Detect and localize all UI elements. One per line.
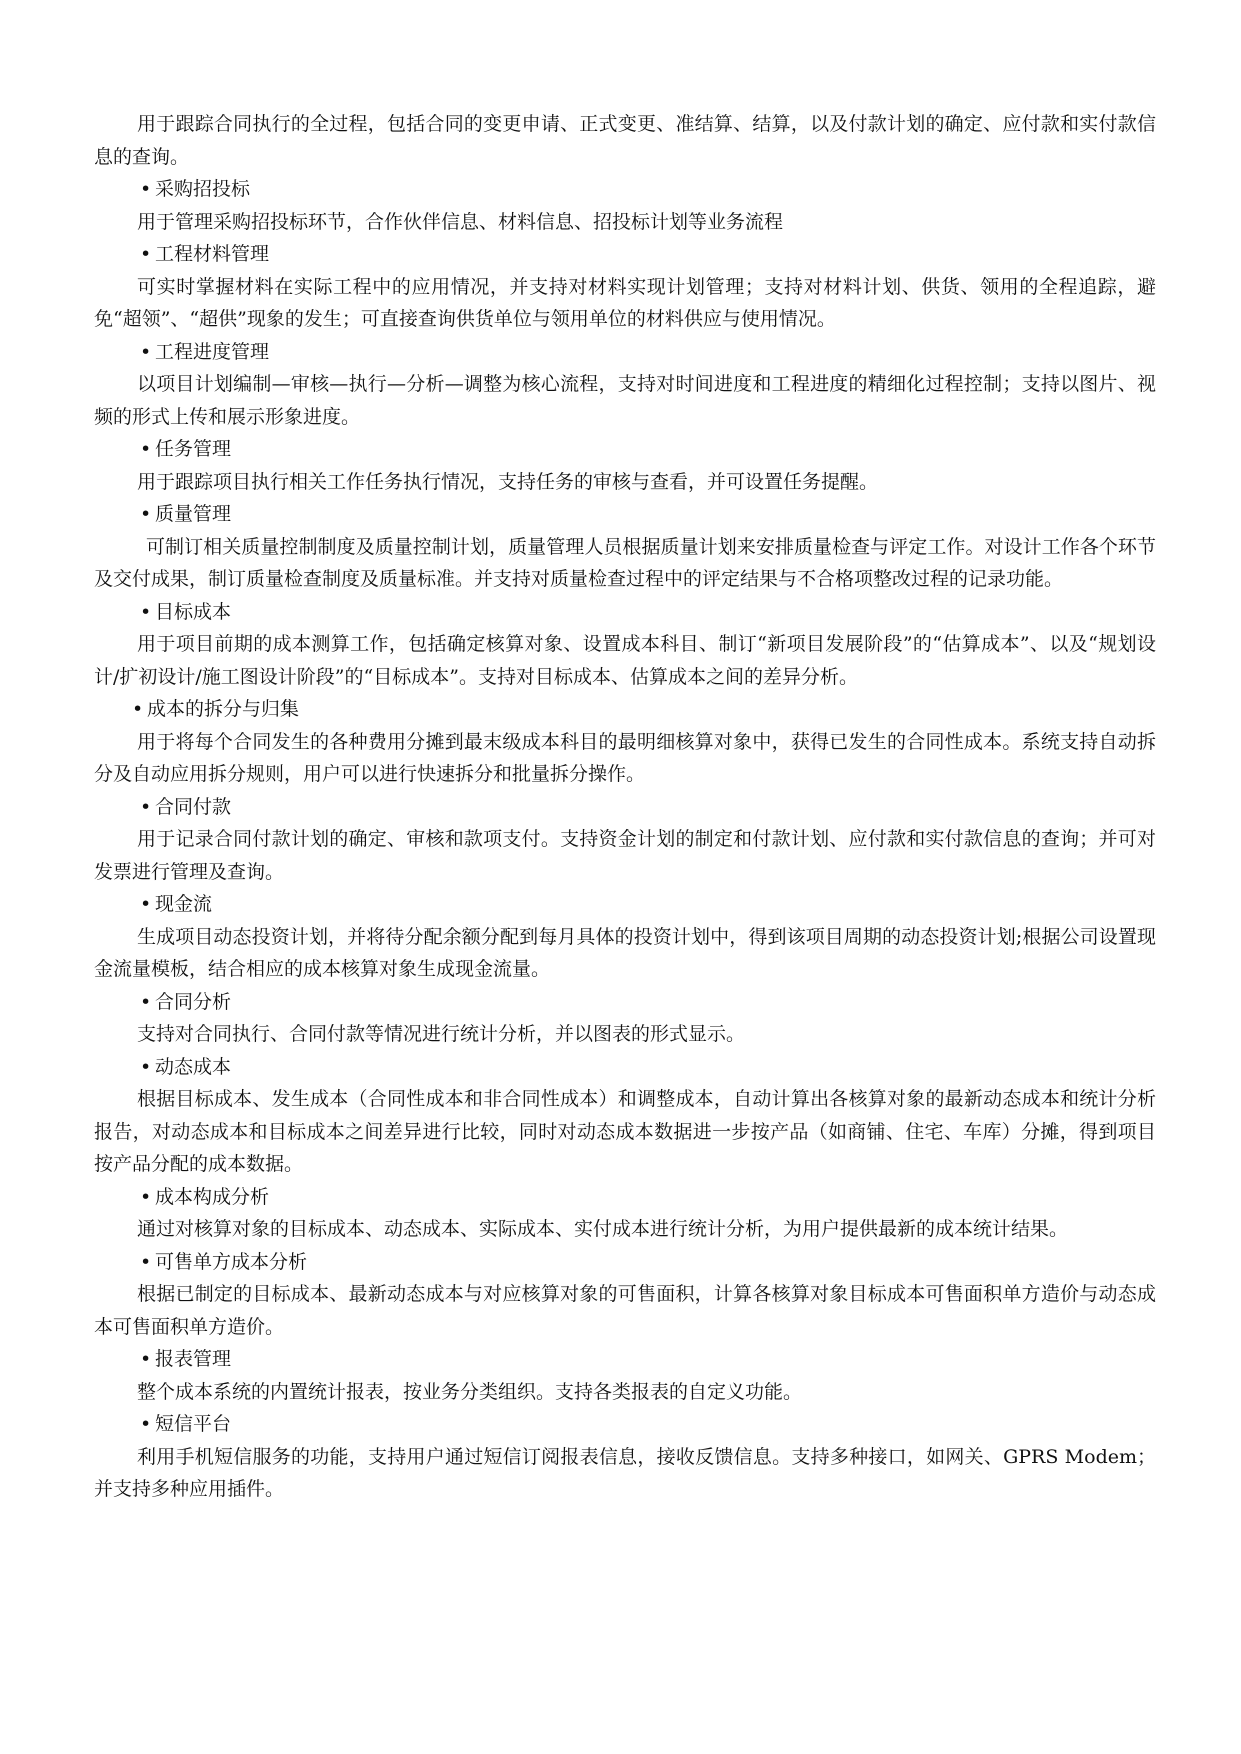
- bullet-icon: •: [140, 1185, 152, 1208]
- section-heading-text: 动态成本: [155, 1055, 232, 1078]
- section-heading: [94, 596, 1156, 629]
- body-paragraph: 用于项目前期的成本测算工作，包括确定核算对象、设置成本科目、制订“新项目发展阶段”的“估算成本”、以及“规划设计/扩初设计/施工图设计阶段”的“目标成本”。支持对目标成本、估算成本之间的差异分析。: [94, 633, 1156, 688]
- section-heading-text: 目标成本: [155, 600, 232, 623]
- bullet-icon: •: [140, 795, 152, 818]
- body-paragraph: 以项目计划编制—审核—执行—分析—调整为核心流程，支持对时间进度和工程进度的精细化过程控制；支持以图片、视频的形式上传和展示形象进度。: [94, 373, 1156, 428]
- section-heading: [94, 1408, 1156, 1441]
- bullet-icon: •: [140, 178, 152, 200]
- body-paragraph: 通过对核算对象的目标成本、动态成本、实际成本、实付成本进行统计分析，为用户提供最新的成本统计结果。: [137, 1218, 1069, 1240]
- document-body: [94, 108, 1156, 1506]
- body-paragraph: 用于跟踪项目执行相关工作任务执行情况，支持任务的审核与查看，并可设置任务提醒。: [137, 470, 879, 493]
- body-paragraph: 用于记录合同付款计划的确定、审核和款项支付。支持资金计划的制定和付款计划、应付款和实付款信息的查询；并可对发票进行管理及查询。: [94, 828, 1156, 883]
- section-heading: [94, 238, 1156, 271]
- section-heading-text: 可售单方成本分析: [155, 1250, 308, 1273]
- bullet-icon: •: [140, 1055, 152, 1078]
- section-heading: [94, 336, 1156, 369]
- bullet-icon: •: [140, 990, 152, 1013]
- body-paragraph: 可制订相关质量控制制度及质量控制计划，质量管理人员根据质量计划来安排质量检查与评定工作。对设计工作各个环节及交付成果，制订质量检查制度及质量标准。并支持对质量检查过程中的评定结果与不合格项整改过程的记录功能。: [94, 535, 1156, 590]
- body-paragraph: 根据目标成本、发生成本（合同性成本和非合同性成本）和调整成本，自动计算出各核算对象的最新动态成本和统计分析报告，对动态成本和目标成本之间差异进行比较，同时对动态成本数据进一步按产品（如商铺、住宅、车库）分摊，得到项目按产品分配的成本数据。: [94, 1088, 1156, 1175]
- bullet-icon: •: [140, 438, 152, 460]
- section-heading-text: 质量管理: [155, 503, 232, 525]
- section-heading-text: 工程材料管理: [155, 243, 270, 265]
- section-heading: [94, 433, 1156, 466]
- section-heading: [94, 173, 1156, 206]
- body-paragraph: 利用手机短信服务的功能，支持用户通过短信订阅报表信息，接收反馈信息。支持多种接口，如网关、GPRS Modem；并支持多种应用插件。: [94, 1445, 1156, 1500]
- bullet-icon: •: [132, 698, 144, 720]
- section-heading-text: 报表管理: [155, 1348, 232, 1370]
- section-heading: [94, 1181, 1156, 1214]
- section-heading-text: 成本的拆分与归集: [147, 698, 300, 720]
- bullet-icon: •: [140, 600, 152, 623]
- section-heading: [94, 1051, 1156, 1084]
- section-heading: [94, 498, 1156, 531]
- bullet-icon: •: [140, 503, 152, 525]
- section-heading: [94, 1343, 1156, 1376]
- section-heading-text: 任务管理: [155, 438, 232, 460]
- body-paragraph: 用于跟踪合同执行的全过程，包括合同的变更申请、正式变更、准结算、结算，以及付款计划的确定、应付款和实付款信息的查询。: [94, 113, 1156, 168]
- bullet-icon: •: [140, 340, 152, 363]
- section-heading-text: 工程进度管理: [155, 340, 270, 363]
- section-heading: [94, 986, 1156, 1019]
- body-paragraph: 用于管理采购招投标环节，合作伙伴信息、材料信息、招投标计划等业务流程: [137, 210, 784, 233]
- section-heading: [94, 1246, 1156, 1279]
- section-heading-text: 成本构成分析: [155, 1185, 270, 1208]
- body-paragraph: 整个成本系统的内置统计报表，按业务分类组织。支持各类报表的自定义功能。: [137, 1380, 803, 1403]
- section-heading-text: 合同付款: [155, 795, 232, 818]
- section-heading-text: 短信平台: [155, 1413, 232, 1435]
- section-heading-text: 合同分析: [155, 990, 232, 1013]
- section-heading-text: 现金流: [155, 893, 213, 915]
- body-paragraph: 可实时掌握材料在实际工程中的应用情况，并支持对材料实现计划管理；支持对材料计划、供货、领用的全程追踪，避免“超领”、“超供”现象的发生；可直接查询供货单位与领用单位的材料供应与使用情况。: [94, 275, 1156, 330]
- body-paragraph: 支持对合同执行、合同付款等情况进行统计分析，并以图表的形式显示。: [137, 1023, 746, 1045]
- section-heading: [94, 693, 1156, 726]
- section-heading-text: 采购招投标: [155, 178, 251, 200]
- bullet-icon: •: [140, 893, 152, 915]
- bullet-icon: •: [140, 243, 152, 265]
- section-heading: [94, 791, 1156, 824]
- bullet-icon: •: [140, 1413, 152, 1435]
- body-paragraph: 根据已制定的目标成本、最新动态成本与对应核算对象的可售面积，计算各核算对象目标成本可售面积单方造价与动态成本可售面积单方造价。: [94, 1283, 1156, 1338]
- bullet-icon: •: [140, 1250, 152, 1273]
- bullet-icon: •: [140, 1348, 152, 1370]
- body-paragraph: 生成项目动态投资计划，并将待分配余额分配到每月具体的投资计划中，得到该项目周期的动态投资计划;根据公司设置现金流量模板，结合相应的成本核算对象生成现金流量。: [94, 925, 1156, 980]
- body-paragraph: 用于将每个合同发生的各种费用分摊到最末级成本科目的最明细核算对象中，获得已发生的合同性成本。系统支持自动拆分及自动应用拆分规则，用户可以进行快速拆分和批量拆分操作。: [94, 730, 1156, 785]
- section-heading: [94, 888, 1156, 921]
